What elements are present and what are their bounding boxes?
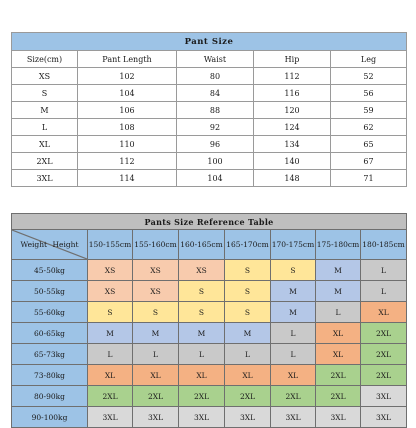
waist-cell: 88 bbox=[177, 102, 254, 119]
leg-cell: 71 bbox=[331, 170, 407, 187]
leg-cell: 52 bbox=[331, 68, 407, 85]
size-recommendation-cell: 2XL bbox=[133, 386, 179, 407]
size-recommendation-cell: S bbox=[88, 302, 133, 323]
table-row bbox=[12, 85, 407, 102]
pant-length-cell: 108 bbox=[78, 119, 177, 136]
table-row bbox=[12, 68, 407, 85]
size-recommendation-cell: 3XL bbox=[88, 407, 133, 428]
hip-cell: 124 bbox=[254, 119, 331, 136]
table-row bbox=[12, 302, 407, 323]
size-recommendation-cell: 2XL bbox=[316, 386, 361, 407]
size-cell: 2XL bbox=[12, 153, 78, 170]
pant-length-cell: 106 bbox=[78, 102, 177, 119]
pant-length-cell: 114 bbox=[78, 170, 177, 187]
size-reference-table bbox=[11, 213, 407, 428]
size-recommendation-cell: L bbox=[271, 323, 316, 344]
size-cell: M bbox=[12, 102, 78, 119]
size-recommendation-cell: XL bbox=[316, 344, 361, 365]
weight-label: 90-100kg bbox=[12, 407, 88, 428]
reference-title: Pants Size Reference Table bbox=[12, 214, 407, 230]
height-header: 150-155cm bbox=[88, 230, 133, 260]
size-cell: S bbox=[12, 85, 78, 102]
table-row bbox=[12, 170, 407, 187]
table-row bbox=[12, 323, 407, 344]
size-recommendation-cell: XS bbox=[133, 281, 179, 302]
table-row bbox=[12, 344, 407, 365]
size-recommendation-cell: XL bbox=[88, 365, 133, 386]
size-recommendation-cell: 2XL bbox=[361, 323, 407, 344]
size-recommendation-cell: XL bbox=[271, 365, 316, 386]
table-row bbox=[12, 281, 407, 302]
pant-size-header-row bbox=[12, 51, 407, 68]
table-row bbox=[12, 136, 407, 153]
waist-cell: 96 bbox=[177, 136, 254, 153]
hip-cell: 116 bbox=[254, 85, 331, 102]
leg-cell: 65 bbox=[331, 136, 407, 153]
size-recommendation-cell: 3XL bbox=[316, 407, 361, 428]
size-recommendation-cell: 2XL bbox=[225, 386, 271, 407]
size-recommendation-cell: 2XL bbox=[316, 365, 361, 386]
size-recommendation-cell: M bbox=[179, 323, 225, 344]
size-recommendation-cell: 3XL bbox=[133, 407, 179, 428]
size-recommendation-cell: S bbox=[133, 302, 179, 323]
header-pant-length: Pant Length bbox=[78, 51, 177, 68]
weight-label: 60-65kg bbox=[12, 323, 88, 344]
size-recommendation-cell: 3XL bbox=[361, 407, 407, 428]
table-row bbox=[12, 102, 407, 119]
size-recommendation-cell: 2XL bbox=[271, 386, 316, 407]
weight-label: 50-55kg bbox=[12, 281, 88, 302]
size-recommendation-cell: XS bbox=[88, 281, 133, 302]
hip-cell: 140 bbox=[254, 153, 331, 170]
leg-cell: 56 bbox=[331, 85, 407, 102]
hip-cell: 112 bbox=[254, 68, 331, 85]
pant-size-title-row bbox=[12, 33, 407, 51]
size-recommendation-cell: XL bbox=[361, 302, 407, 323]
size-recommendation-cell: XL bbox=[179, 365, 225, 386]
waist-cell: 80 bbox=[177, 68, 254, 85]
pant-size-title: Pant Size bbox=[12, 33, 407, 51]
size-recommendation-cell: L bbox=[361, 260, 407, 281]
size-recommendation-cell: L bbox=[225, 344, 271, 365]
waist-cell: 104 bbox=[177, 170, 254, 187]
size-recommendation-cell: XL bbox=[133, 365, 179, 386]
size-recommendation-cell: 2XL bbox=[361, 365, 407, 386]
weight-label: 73-80kg bbox=[12, 365, 88, 386]
table-row bbox=[12, 153, 407, 170]
pant-length-cell: 104 bbox=[78, 85, 177, 102]
size-recommendation-cell: 2XL bbox=[361, 344, 407, 365]
weight-label: 80-90kg bbox=[12, 386, 88, 407]
size-recommendation-cell: 3XL bbox=[361, 386, 407, 407]
leg-cell: 62 bbox=[331, 119, 407, 136]
header-leg: Leg bbox=[331, 51, 407, 68]
size-recommendation-cell: S bbox=[225, 260, 271, 281]
hip-cell: 120 bbox=[254, 102, 331, 119]
header-size: Size(cm) bbox=[12, 51, 78, 68]
size-recommendation-cell: S bbox=[225, 302, 271, 323]
reference-title-row bbox=[12, 214, 407, 230]
height-header: 155-160cm bbox=[133, 230, 179, 260]
size-recommendation-cell: XS bbox=[179, 260, 225, 281]
hip-cell: 148 bbox=[254, 170, 331, 187]
table-row bbox=[12, 365, 407, 386]
size-recommendation-cell: L bbox=[316, 302, 361, 323]
size-recommendation-cell: L bbox=[133, 344, 179, 365]
leg-cell: 59 bbox=[331, 102, 407, 119]
pant-size-table bbox=[11, 32, 407, 187]
weight-label: 55-60kg bbox=[12, 302, 88, 323]
size-recommendation-cell: M bbox=[316, 260, 361, 281]
size-cell: XL bbox=[12, 136, 78, 153]
size-recommendation-cell: M bbox=[88, 323, 133, 344]
size-recommendation-cell: S bbox=[179, 302, 225, 323]
size-recommendation-cell: S bbox=[225, 281, 271, 302]
size-recommendation-cell: 2XL bbox=[179, 386, 225, 407]
size-recommendation-cell: XS bbox=[133, 260, 179, 281]
size-recommendation-cell: L bbox=[271, 344, 316, 365]
size-recommendation-cell: S bbox=[271, 260, 316, 281]
height-header: 160-165cm bbox=[179, 230, 225, 260]
hip-cell: 134 bbox=[254, 136, 331, 153]
size-recommendation-cell: M bbox=[225, 323, 271, 344]
table-row bbox=[12, 119, 407, 136]
weight-label: 65-73kg bbox=[12, 344, 88, 365]
header-hip: Hip bbox=[254, 51, 331, 68]
height-header: 180-185cm bbox=[361, 230, 407, 260]
header-waist: Waist bbox=[177, 51, 254, 68]
size-cell: XS bbox=[12, 68, 78, 85]
pant-length-cell: 102 bbox=[78, 68, 177, 85]
size-recommendation-cell: M bbox=[271, 281, 316, 302]
height-header: 170-175cm bbox=[271, 230, 316, 260]
table-row bbox=[12, 407, 407, 428]
size-recommendation-cell: 3XL bbox=[271, 407, 316, 428]
waist-cell: 100 bbox=[177, 153, 254, 170]
size-recommendation-cell: L bbox=[88, 344, 133, 365]
size-recommendation-cell: 3XL bbox=[179, 407, 225, 428]
weight-height-corner bbox=[12, 230, 88, 260]
weight-label: 45-50kg bbox=[12, 260, 88, 281]
waist-cell: 84 bbox=[177, 85, 254, 102]
size-recommendation-cell: XL bbox=[316, 323, 361, 344]
size-cell: L bbox=[12, 119, 78, 136]
reference-header-row bbox=[12, 230, 407, 260]
size-recommendation-cell: XS bbox=[88, 260, 133, 281]
size-cell: 3XL bbox=[12, 170, 78, 187]
pant-length-cell: 110 bbox=[78, 136, 177, 153]
height-header: 175-180cm bbox=[316, 230, 361, 260]
size-recommendation-cell: L bbox=[361, 281, 407, 302]
height-header: 165-170cm bbox=[225, 230, 271, 260]
size-recommendation-cell: M bbox=[316, 281, 361, 302]
pant-length-cell: 112 bbox=[78, 153, 177, 170]
size-recommendation-cell: L bbox=[179, 344, 225, 365]
waist-cell: 92 bbox=[177, 119, 254, 136]
leg-cell: 67 bbox=[331, 153, 407, 170]
table-row bbox=[12, 386, 407, 407]
size-recommendation-cell: M bbox=[133, 323, 179, 344]
size-recommendation-cell: 3XL bbox=[225, 407, 271, 428]
corner-height-label: Height bbox=[52, 240, 79, 249]
corner-weight-label: Weight bbox=[20, 240, 48, 249]
size-recommendation-cell: XL bbox=[225, 365, 271, 386]
table-row bbox=[12, 260, 407, 281]
size-recommendation-cell: 2XL bbox=[88, 386, 133, 407]
size-recommendation-cell: S bbox=[179, 281, 225, 302]
size-recommendation-cell: M bbox=[271, 302, 316, 323]
